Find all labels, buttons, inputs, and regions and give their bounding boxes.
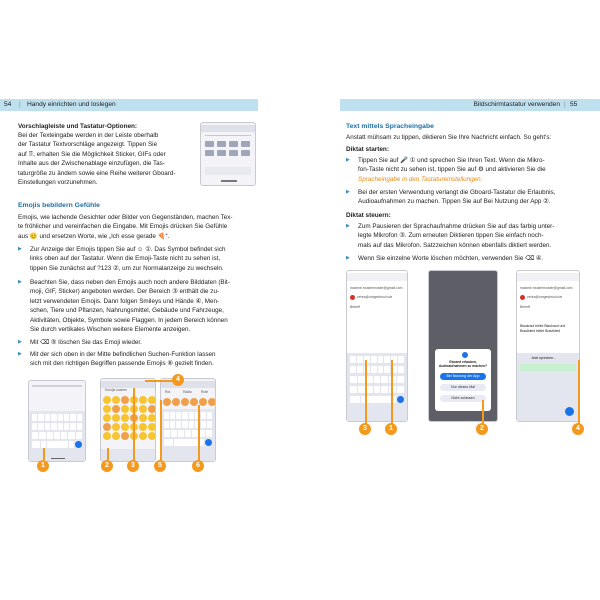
bullet-item: ▶ Tippen Sie auf 🎤 ① und sprechen Sie Ihren Text. Wenn die Mikro- fon-Taste nicht zu sehen ist, tippen Sie auf ⚙ und aktivieren Sie die Spracheingabe in den Tastatureinstellungen.: [358, 156, 590, 184]
section-paragraph: Emojis, wie lachende Gesichter oder Bilder von Gegenständen, machen Tex- te fröhlicher und vereinfachen die Eingabe. Mit Emojis drücken Sie Gefühle aus 😊 und ersetzen Worte, wie „Ich esse gerade 🍕“.: [18, 214, 233, 240]
callout-3: 3: [127, 460, 139, 472]
callout-2: 2: [476, 423, 488, 435]
recipient-chip: zehra@umgesbruch.de: [357, 295, 393, 299]
section-heading: Emojis bebildern Gefühle: [18, 202, 100, 209]
mic-button[interactable]: [565, 407, 574, 416]
keyboard-screenshot: [28, 380, 86, 462]
callout-6: 6: [192, 460, 204, 472]
bullet-item: ▶ Mit der sich oben in der Mitte befindlichen Suchen-Funktion lassen sich mit den richtigen Begriffen passende Emojis ⑥ gezielt finden.: [30, 350, 258, 369]
callout-2: 2: [101, 460, 113, 472]
bullet-item: ▶ Beachten Sie, dass neben den Emojis auch noch andere Bilddaten (Bit- moji, GIF, Sticker) angeboten werden. Der Bereich ③ enthält die zu- letzt verwendeten Emojis. Dann folgen Smileys und Hände ④, Men- schen, Tiere und Pflanzen, Nahrungsmittel, Gebäude und Fahrzeuge, Aktivitäten, Objekte, Symbole sowie Flaggen. In jedem Bereich können Sie durch vertikales Wischen weitere Elemente anzeigen.: [30, 278, 258, 334]
suggestion-text: Radio: [183, 390, 192, 394]
callout-1: 1: [37, 460, 49, 472]
subject-field: Betreff: [350, 305, 360, 309]
bullet-item: ▶ Wenn Sie einzelne Worte löschen möchten, verwenden Sie ⌫ ④.: [358, 254, 590, 263]
permission-dialog-screenshot: [428, 270, 498, 422]
section-heading: Text mittels Spracheingabe: [346, 123, 434, 130]
subject-field: Betreff: [520, 305, 530, 309]
from-address: maxime.mustermuster@gmail.com: [520, 286, 573, 290]
dictated-text: Brautkleid bleibt Brautkleid: [520, 329, 561, 333]
page-number: 55: [570, 101, 578, 108]
callout-4: 4: [172, 374, 184, 386]
deny-button[interactable]: Nicht zulassen: [440, 395, 486, 402]
intro-paragraph: Anstatt mühsam zu tippen, diktieren Sie Ihre Nachricht einfach. So geht's:: [346, 134, 552, 141]
bullet-item: ▶ Bei der ersten Verwendung verlangt die Gboard-Tastatur die Erlaubnis, Audioaufnahmen zu machen. Tippen Sie auf Bei Nutzung der App ②.: [358, 188, 590, 207]
callout-1: 1: [385, 423, 397, 435]
header-separator: |: [564, 101, 566, 108]
listening-label: Jetzt sprechen...: [531, 356, 556, 360]
callout-5: 5: [154, 460, 166, 472]
search-query-text: Rot: [165, 390, 171, 394]
page-number: 54: [4, 101, 12, 108]
recipient-chip: zehra@umgesbruch.de: [527, 295, 563, 299]
subheading: Diktat steuern:: [346, 212, 391, 219]
running-header: Bildschirmtastatur verwenden: [473, 101, 560, 108]
emoji-search-screenshot: [160, 378, 216, 462]
section-paragraph: Bei der Texteingabe werden in der Leiste oberhalb der Tastatur Textvorschläge angezeigt. Tippen Sie auf ⠿, erhalten Sie die Möglichkeit Sticker, GIFs oder Inhalte aus der Zwischenablage einzufügen, die Tas- taturgröße zu ändern sowie eine Reihe weiterer Gboard- Einstellungen vorzunehmen.: [18, 132, 176, 187]
emoji-search-label: Emojis suchen: [105, 388, 128, 392]
running-header: Handy einrichten und loslegen: [27, 101, 116, 108]
allow-once-button[interactable]: Nur dieses Mal: [440, 384, 486, 391]
compose-screenshot: [346, 270, 408, 422]
allow-while-using-button[interactable]: Bei Nutzung der App: [440, 373, 486, 380]
bullet-item: ▶ Mit ⌫ ⑤ löschen Sie das Emoji wieder.: [30, 338, 258, 347]
right-page: [300, 0, 600, 600]
dialog-title: Gboard erlauben, Audioaufnahmen zu machen?: [438, 360, 488, 369]
callout-3: 3: [359, 423, 371, 435]
dictated-text: Blaukraut bleibt Blaukraut und: [520, 324, 566, 328]
bullet-item: ▶ Zum Pausieren der Sprachaufnahme drücken Sie auf das farbig unter- legte Mikrofon ③. Zum erneuten Diktieren tippen Sie einfach noch- mals auf das Mikrofon. Satzzeichen können ebenfalls diktiert werden.: [358, 222, 590, 250]
subheading: Diktat starten:: [346, 146, 389, 153]
dictation-screenshot: [516, 270, 580, 422]
keyboard-options-screenshot: [200, 122, 256, 186]
section-heading: Vorschlagleiste und Tastatur-Optionen:: [18, 123, 138, 130]
header-separator: |: [19, 101, 21, 108]
bullet-item: ▶ Zur Anzeige der Emojis tippen Sie auf ☺ ①. Das Symbol befindet sich links oben auf der Tastatur. Wenn die Emoji-Taste nicht zu sehen ist, tippen Sie zunächst auf ?123 ②, um zur Normalanzeige zu wechseln.: [30, 245, 258, 273]
from-address: maxime.mustermuster@gmail.com: [350, 286, 403, 290]
callout-4: 4: [572, 423, 584, 435]
suggestion-text: Rote: [201, 390, 209, 394]
